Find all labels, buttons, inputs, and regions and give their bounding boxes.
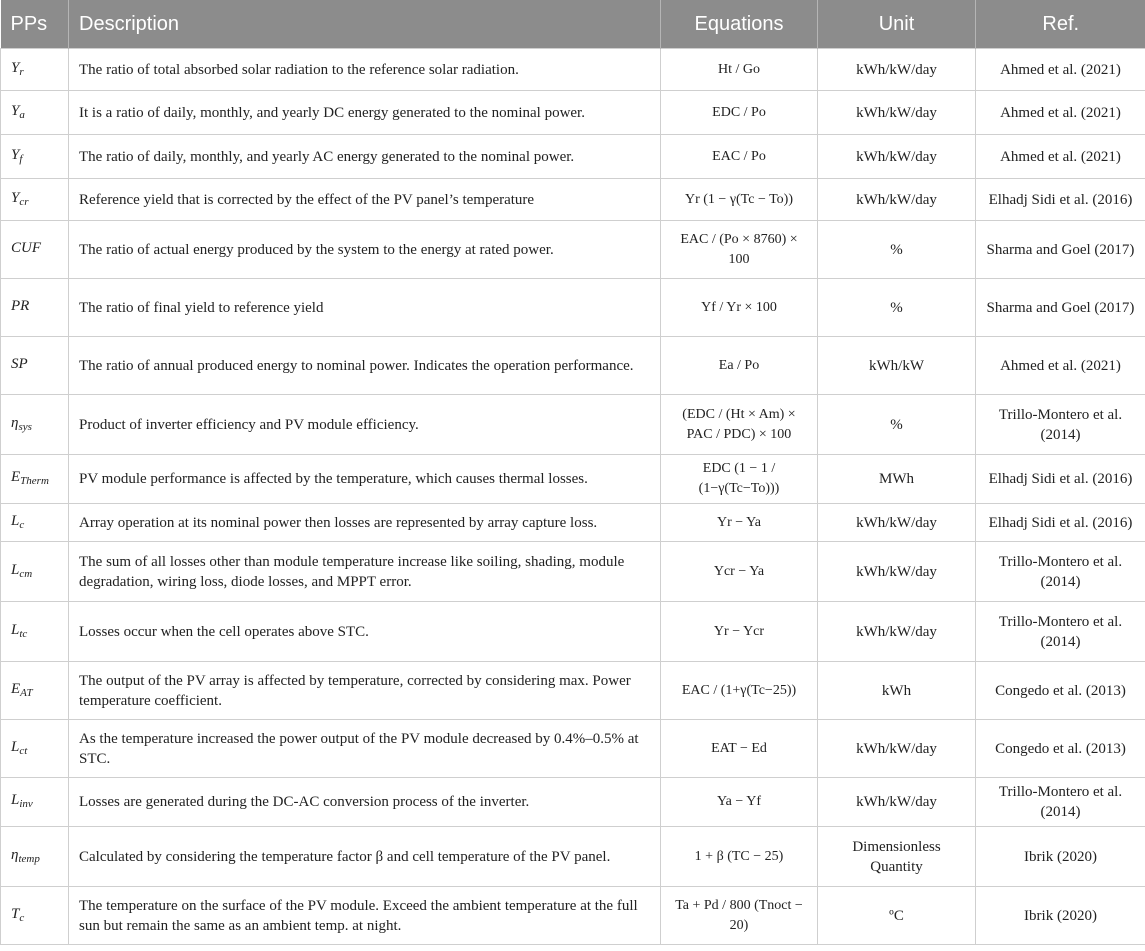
parameter-unit: kWh/kW/day xyxy=(818,91,976,135)
parameter-reference: Ahmed et al. (2021) xyxy=(976,337,1145,395)
table-row xyxy=(1,778,1145,827)
parameter-reference: Sharma and Goel (2017) xyxy=(976,279,1145,337)
parameter-symbol xyxy=(1,662,69,720)
table-row xyxy=(1,602,1145,662)
symbol-main: L xyxy=(11,621,20,638)
parameter-unit: Dimensionless Quantity xyxy=(818,827,976,887)
parameter-description: Losses are generated during the DC-AC conversion process of the inverter. xyxy=(69,778,661,827)
parameter-description: The ratio of daily, monthly, and yearly AC energy generated to the nominal power. xyxy=(69,135,661,179)
parameter-description: The ratio of annual produced energy to nominal power. Indicates the operation performance. xyxy=(69,337,661,395)
parameter-equation: Yr − Ycr xyxy=(661,602,818,662)
parameter-reference: Ibrik (2020) xyxy=(976,827,1145,887)
parameter-description: Losses occur when the cell operates above STC. xyxy=(69,602,661,662)
symbol-main: CUF xyxy=(11,239,41,256)
parameter-symbol xyxy=(1,455,69,504)
parameter-equation: Ea / Po xyxy=(661,337,818,395)
parameter-unit: kWh/kW/day xyxy=(818,135,976,179)
header-unit: Unit xyxy=(818,0,976,49)
parameter-unit: kWh/kW/day xyxy=(818,778,976,827)
symbol-subscript: temp xyxy=(18,852,40,865)
table-row xyxy=(1,395,1145,455)
parameter-description: The output of the PV array is affected by temperature, corrected by considering max. Power temperature coefficient. xyxy=(69,662,661,720)
parameter-unit: % xyxy=(818,279,976,337)
symbol-subscript: tc xyxy=(19,627,28,640)
parameter-description: Array operation at its nominal power then losses are represented by array capture loss. xyxy=(69,504,661,542)
symbol-subscript: c xyxy=(19,518,25,531)
symbol-subscript: ct xyxy=(19,744,28,757)
symbol-subscript: a xyxy=(19,108,25,121)
table-row xyxy=(1,135,1145,179)
table-row xyxy=(1,91,1145,135)
header-description: Description xyxy=(69,0,661,49)
parameter-unit: MWh xyxy=(818,455,976,504)
parameter-reference: Trillo-Montero et al. (2014) xyxy=(976,395,1145,455)
table-row xyxy=(1,455,1145,504)
parameter-equation: Ya − Yf xyxy=(661,778,818,827)
symbol-main: L xyxy=(11,792,20,808)
parameter-symbol xyxy=(1,887,69,945)
parameter-equation: EAC / Po xyxy=(661,135,818,179)
symbol-subscript: f xyxy=(19,152,23,165)
symbol-main: L xyxy=(11,738,20,755)
parameter-unit: kWh/kW/day xyxy=(818,720,976,778)
parameter-equation: Ycr − Ya xyxy=(661,542,818,602)
parameter-reference: Ibrik (2020) xyxy=(976,887,1145,945)
table-row xyxy=(1,542,1145,602)
parameter-equation: EDC / Po xyxy=(661,91,818,135)
parameter-description: Product of inverter efficiency and PV module efficiency. xyxy=(69,395,661,455)
parameter-symbol xyxy=(1,337,69,395)
table-row xyxy=(1,337,1145,395)
parameter-reference: Ahmed et al. (2021) xyxy=(976,91,1145,135)
header-row xyxy=(1,0,1145,49)
parameter-equation: Ht / Go xyxy=(661,49,818,91)
parameter-description: Reference yield that is corrected by the effect of the PV panel’s temperature xyxy=(69,179,661,221)
symbol-subscript: cr xyxy=(19,195,29,208)
parameter-symbol xyxy=(1,221,69,279)
parameter-description: PV module performance is affected by the temperature, which causes thermal losses. xyxy=(69,455,661,504)
parameter-reference: Congedo et al. (2013) xyxy=(976,662,1145,720)
parameter-reference: Congedo et al. (2013) xyxy=(976,720,1145,778)
table-row xyxy=(1,662,1145,720)
symbol-main: T xyxy=(11,905,20,922)
table-row xyxy=(1,49,1145,91)
parameter-description: As the temperature increased the power output of the PV module decreased by 0.4%–0.5% at STC. xyxy=(69,720,661,778)
parameter-equation: EAC / (Po × 8760) × 100 xyxy=(661,221,818,279)
parameter-description: The ratio of actual energy produced by the system to the energy at rated power. xyxy=(69,221,661,279)
parameter-description: Calculated by considering the temperature factor β and cell temperature of the PV panel. xyxy=(69,827,661,887)
parameter-reference: Trillo-Montero et al. (2014) xyxy=(976,778,1145,827)
parameter-symbol xyxy=(1,504,69,542)
table-row xyxy=(1,279,1145,337)
parameter-description: The temperature on the surface of the PV module. Exceed the ambient temperature at the full sun but remain the same as an ambient temp. at night. xyxy=(69,887,661,945)
symbol-main: η xyxy=(11,846,19,863)
parameter-description: It is a ratio of daily, monthly, and yearly DC energy generated to the nominal power. xyxy=(69,91,661,135)
parameter-description: The ratio of total absorbed solar radiation to the reference solar radiation. xyxy=(69,49,661,91)
table-row xyxy=(1,221,1145,279)
symbol-subscript: AT xyxy=(20,686,33,699)
table-row xyxy=(1,887,1145,945)
symbol-main: E xyxy=(11,680,21,697)
table-row xyxy=(1,827,1145,887)
parameter-unit: kWh/kW/day xyxy=(818,542,976,602)
parameter-symbol xyxy=(1,179,69,221)
parameter-equation: Yr − Ya xyxy=(661,504,818,542)
parameter-unit: kWh/kW xyxy=(818,337,976,395)
parameter-unit: kWh/kW/day xyxy=(818,504,976,542)
parameter-unit: kWh/kW/day xyxy=(818,602,976,662)
parameter-equation: Yf / Yr × 100 xyxy=(661,279,818,337)
parameter-symbol xyxy=(1,827,69,887)
parameter-symbol xyxy=(1,279,69,337)
symbol-main: Y xyxy=(11,189,20,206)
parameter-equation: 1 + β (TC − 25) xyxy=(661,827,818,887)
symbol-subscript: r xyxy=(19,65,24,78)
parameter-description: The sum of all losses other than module temperature increase like soiling, shading, module degradation, wiring loss, diode losses, and MPPT error. xyxy=(69,542,661,602)
parameter-equation: Yr (1 − γ(Tc − To)) xyxy=(661,179,818,221)
symbol-main: L xyxy=(11,561,20,578)
symbol-subscript: Therm xyxy=(20,475,49,487)
parameter-unit: % xyxy=(818,395,976,455)
parameter-reference: Elhadj Sidi et al. (2016) xyxy=(976,455,1145,504)
symbol-subscript: inv xyxy=(19,798,33,810)
parameter-reference: Elhadj Sidi et al. (2016) xyxy=(976,504,1145,542)
symbol-subscript: sys xyxy=(18,420,32,433)
parameter-symbol xyxy=(1,49,69,91)
symbol-main: PR xyxy=(11,297,30,314)
table-row xyxy=(1,504,1145,542)
table-row xyxy=(1,720,1145,778)
parameter-symbol xyxy=(1,602,69,662)
parameter-reference: Elhadj Sidi et al. (2016) xyxy=(976,179,1145,221)
header-equations: Equations xyxy=(661,0,818,49)
parameter-unit: % xyxy=(818,221,976,279)
parameter-symbol xyxy=(1,135,69,179)
parameter-unit: kWh/kW/day xyxy=(818,179,976,221)
parameter-reference: Trillo-Montero et al. (2014) xyxy=(976,602,1145,662)
symbol-main: η xyxy=(11,414,19,431)
header-pp: PPs xyxy=(1,0,69,49)
parameter-reference: Ahmed et al. (2021) xyxy=(976,49,1145,91)
table-row xyxy=(1,179,1145,221)
parameter-symbol xyxy=(1,542,69,602)
parameter-equation: EAC / (1+γ(Tc−25)) xyxy=(661,662,818,720)
symbol-main: E xyxy=(11,469,21,485)
parameter-reference: Sharma and Goel (2017) xyxy=(976,221,1145,279)
parameter-unit: ºC xyxy=(818,887,976,945)
parameter-reference: Ahmed et al. (2021) xyxy=(976,135,1145,179)
parameter-symbol xyxy=(1,91,69,135)
parameter-symbol xyxy=(1,778,69,827)
parameter-symbol xyxy=(1,720,69,778)
parameter-description: The ratio of final yield to reference yield xyxy=(69,279,661,337)
symbol-main: Y xyxy=(11,59,20,76)
symbol-subscript: cm xyxy=(19,567,33,580)
parameter-equation: (EDC / (Ht × Am) × PAC / PDC) × 100 xyxy=(661,395,818,455)
symbol-main: Y xyxy=(11,146,20,163)
parameter-reference: Trillo-Montero et al. (2014) xyxy=(976,542,1145,602)
parameter-equation: Ta + Pd / 800 (Tnoct − 20) xyxy=(661,887,818,945)
symbol-main: SP xyxy=(11,355,28,372)
symbol-subscript: c xyxy=(19,911,25,924)
header-ref: Ref. xyxy=(976,0,1145,49)
parameter-equation: EAT − Ed xyxy=(661,720,818,778)
parameter-unit: kWh xyxy=(818,662,976,720)
symbol-main: L xyxy=(11,512,20,529)
parameter-unit: kWh/kW/day xyxy=(818,49,976,91)
parameter-symbol xyxy=(1,395,69,455)
symbol-main: Y xyxy=(11,102,20,119)
parameter-equation: EDC (1 − 1 / (1−γ(Tc−To))) xyxy=(661,455,818,504)
